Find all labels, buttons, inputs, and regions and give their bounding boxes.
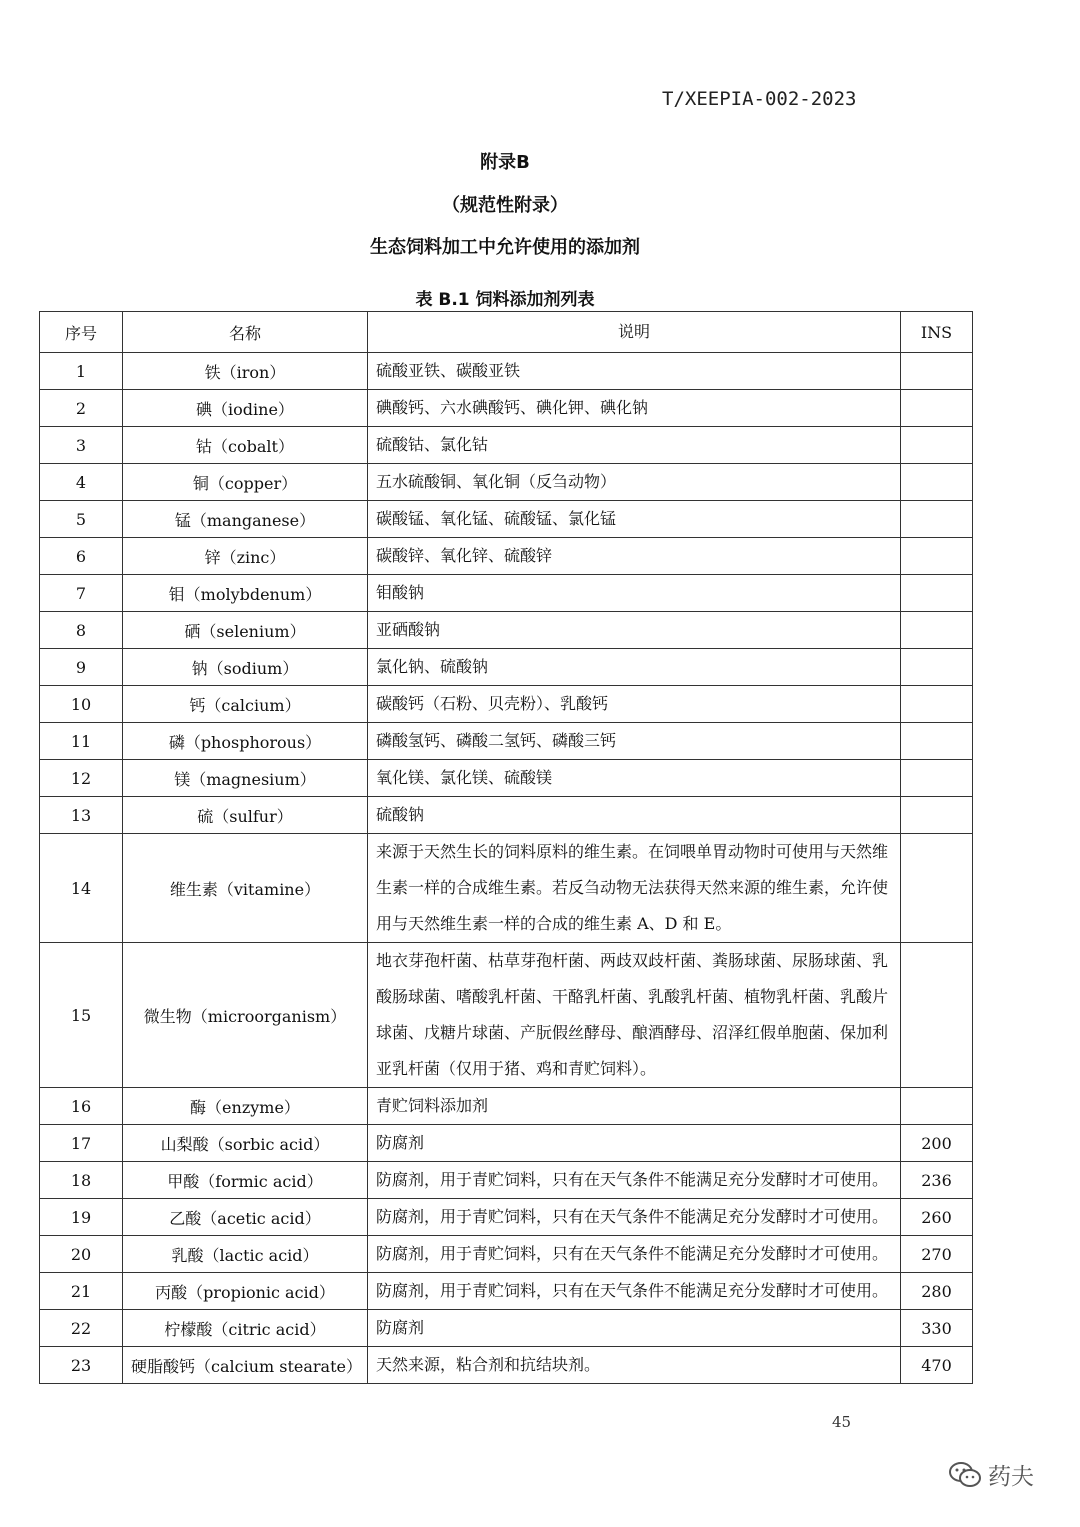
cell-number: 13 — [40, 797, 123, 834]
cell-name: 柠檬酸（citric acid） — [123, 1310, 368, 1347]
cell-name: 铁（iron） — [123, 353, 368, 390]
column-header-name: 名称 — [123, 312, 368, 353]
cell-ins — [901, 464, 973, 501]
cell-description: 硫酸钠 — [368, 797, 901, 834]
cell-number: 14 — [40, 834, 123, 943]
table-row — [40, 760, 973, 797]
cell-name: 微生物（microorganism） — [123, 943, 368, 1088]
watermark — [948, 1458, 1034, 1491]
column-header-number: 序号 — [40, 312, 123, 353]
cell-number: 22 — [40, 1310, 123, 1347]
cell-description: 氯化钠、硫酸钠 — [368, 649, 901, 686]
table-row — [40, 353, 973, 390]
table-row — [40, 686, 973, 723]
table-row — [40, 390, 973, 427]
cell-name: 镁（magnesium） — [123, 760, 368, 797]
cell-number: 15 — [40, 943, 123, 1088]
cell-name: 山梨酸（sorbic acid） — [123, 1125, 368, 1162]
table-row — [40, 723, 973, 760]
cell-description: 青贮饲料添加剂 — [368, 1088, 901, 1125]
cell-ins — [901, 390, 973, 427]
cell-name: 甲酸（formic acid） — [123, 1162, 368, 1199]
cell-name: 硫（sulfur） — [123, 797, 368, 834]
cell-ins — [901, 649, 973, 686]
table-row — [40, 1125, 973, 1162]
table-row — [40, 1088, 973, 1125]
cell-number: 12 — [40, 760, 123, 797]
cell-number: 23 — [40, 1347, 123, 1384]
wechat-icon — [948, 1461, 982, 1489]
table-row — [40, 501, 973, 538]
table-row — [40, 943, 973, 1088]
table-body — [40, 353, 973, 1384]
table-row — [40, 834, 973, 943]
cell-description: 硫酸钴、氯化钴 — [368, 427, 901, 464]
cell-description: 防腐剂，用于青贮饲料，只有在天气条件不能满足充分发酵时才可使用。 — [368, 1236, 901, 1273]
cell-number: 6 — [40, 538, 123, 575]
cell-ins — [901, 501, 973, 538]
cell-number: 9 — [40, 649, 123, 686]
cell-description: 五水硫酸铜、氧化铜（反刍动物） — [368, 464, 901, 501]
table-row — [40, 464, 973, 501]
column-header-ins: INS — [901, 312, 973, 353]
cell-name: 磷（phosphorous） — [123, 723, 368, 760]
cell-ins: 330 — [901, 1310, 973, 1347]
cell-description: 防腐剂，用于青贮饲料，只有在天气条件不能满足充分发酵时才可使用。 — [368, 1199, 901, 1236]
cell-description: 来源于天然生长的饲料原料的维生素。在饲喂单胃动物时可使用与天然维生素一样的合成维生素。若反刍动物无法获得天然来源的维生素，允许使用与天然维生素一样的合成的维生素 A、D 和 E。 — [368, 834, 901, 943]
cell-ins — [901, 760, 973, 797]
table-row — [40, 1273, 973, 1310]
cell-name: 钼（molybdenum） — [123, 575, 368, 612]
cell-ins — [901, 427, 973, 464]
cell-name: 酶（enzyme） — [123, 1088, 368, 1125]
cell-ins — [901, 943, 973, 1088]
cell-ins — [901, 1088, 973, 1125]
appendix-heading: 生态饲料加工中允许使用的添加剂 — [370, 237, 640, 258]
cell-ins — [901, 686, 973, 723]
cell-description: 防腐剂 — [368, 1310, 901, 1347]
cell-description: 碳酸钙（石粉、贝壳粉）、乳酸钙 — [368, 686, 901, 723]
cell-ins — [901, 353, 973, 390]
table-caption: 表 B.1 饲料添加剂列表 — [415, 290, 595, 310]
cell-description: 防腐剂，用于青贮饲料，只有在天气条件不能满足充分发酵时才可使用。 — [368, 1162, 901, 1199]
table-row — [40, 1162, 973, 1199]
table-row — [40, 649, 973, 686]
cell-name: 钙（calcium） — [123, 686, 368, 723]
table-row — [40, 427, 973, 464]
cell-ins — [901, 797, 973, 834]
table-row — [40, 1236, 973, 1273]
cell-description: 氧化镁、氯化镁、硫酸镁 — [368, 760, 901, 797]
cell-number: 7 — [40, 575, 123, 612]
cell-name: 乳酸（lactic acid） — [123, 1236, 368, 1273]
cell-description: 亚硒酸钠 — [368, 612, 901, 649]
cell-name: 乙酸（acetic acid） — [123, 1199, 368, 1236]
cell-number: 20 — [40, 1236, 123, 1273]
table-row — [40, 612, 973, 649]
watermark-text: 药夫 — [988, 1464, 1034, 1490]
table-row — [40, 575, 973, 612]
cell-ins: 260 — [901, 1199, 973, 1236]
cell-name: 硒（selenium） — [123, 612, 368, 649]
cell-name: 硬脂酸钙（calcium stearate） — [123, 1347, 368, 1384]
cell-number: 3 — [40, 427, 123, 464]
column-header-description: 说明 — [368, 312, 901, 353]
cell-description: 防腐剂 — [368, 1125, 901, 1162]
cell-description: 碳酸锰、氧化锰、硫酸锰、氯化锰 — [368, 501, 901, 538]
additives-table — [39, 311, 973, 1384]
table-row — [40, 1199, 973, 1236]
cell-number: 19 — [40, 1199, 123, 1236]
cell-ins: 280 — [901, 1273, 973, 1310]
cell-name: 丙酸（propionic acid） — [123, 1273, 368, 1310]
cell-ins: 200 — [901, 1125, 973, 1162]
cell-description: 钼酸钠 — [368, 575, 901, 612]
table-row — [40, 1347, 973, 1384]
cell-ins: 270 — [901, 1236, 973, 1273]
cell-number: 16 — [40, 1088, 123, 1125]
cell-ins — [901, 723, 973, 760]
appendix-subtitle: （规范性附录） — [442, 195, 568, 216]
cell-ins — [901, 834, 973, 943]
cell-number: 11 — [40, 723, 123, 760]
cell-name: 钴（cobalt） — [123, 427, 368, 464]
cell-number: 17 — [40, 1125, 123, 1162]
table-row — [40, 538, 973, 575]
cell-ins: 236 — [901, 1162, 973, 1199]
cell-description: 天然来源，粘合剂和抗结块剂。 — [368, 1347, 901, 1384]
cell-name: 钠（sodium） — [123, 649, 368, 686]
cell-description: 磷酸氢钙、磷酸二氢钙、磷酸三钙 — [368, 723, 901, 760]
cell-description: 碳酸锌、氧化锌、硫酸锌 — [368, 538, 901, 575]
cell-ins: 470 — [901, 1347, 973, 1384]
cell-number: 1 — [40, 353, 123, 390]
cell-name: 维生素（vitamine） — [123, 834, 368, 943]
cell-ins — [901, 612, 973, 649]
cell-number: 10 — [40, 686, 123, 723]
document-code: T/XEEPIA-002-2023 — [662, 88, 857, 110]
cell-name: 锌（zinc） — [123, 538, 368, 575]
cell-number: 2 — [40, 390, 123, 427]
cell-name: 碘（iodine） — [123, 390, 368, 427]
page-number: 45 — [832, 1413, 852, 1431]
cell-number: 5 — [40, 501, 123, 538]
cell-ins — [901, 538, 973, 575]
cell-number: 4 — [40, 464, 123, 501]
cell-name: 铜（copper） — [123, 464, 368, 501]
cell-description: 硫酸亚铁、碳酸亚铁 — [368, 353, 901, 390]
cell-description: 防腐剂，用于青贮饲料，只有在天气条件不能满足充分发酵时才可使用。 — [368, 1273, 901, 1310]
appendix-title: 附录B — [480, 152, 530, 173]
cell-number: 18 — [40, 1162, 123, 1199]
table-header-row — [40, 312, 973, 353]
cell-name: 锰（manganese） — [123, 501, 368, 538]
table-row — [40, 797, 973, 834]
cell-description: 地衣芽孢杆菌、枯草芽孢杆菌、两歧双歧杆菌、粪肠球菌、尿肠球菌、乳酸肠球菌、嗜酸乳杆菌、干酪乳杆菌、乳酸乳杆菌、植物乳杆菌、乳酸片球菌、戊糖片球菌、产朊假丝酵母、酿酒酵母、沼泽红假单胞菌、保加利亚乳杆菌（仅用于猪、鸡和青贮饲料）。 — [368, 943, 901, 1088]
cell-number: 8 — [40, 612, 123, 649]
cell-ins — [901, 575, 973, 612]
cell-description: 碘酸钙、六水碘酸钙、碘化钾、碘化钠 — [368, 390, 901, 427]
cell-number: 21 — [40, 1273, 123, 1310]
table-row — [40, 1310, 973, 1347]
